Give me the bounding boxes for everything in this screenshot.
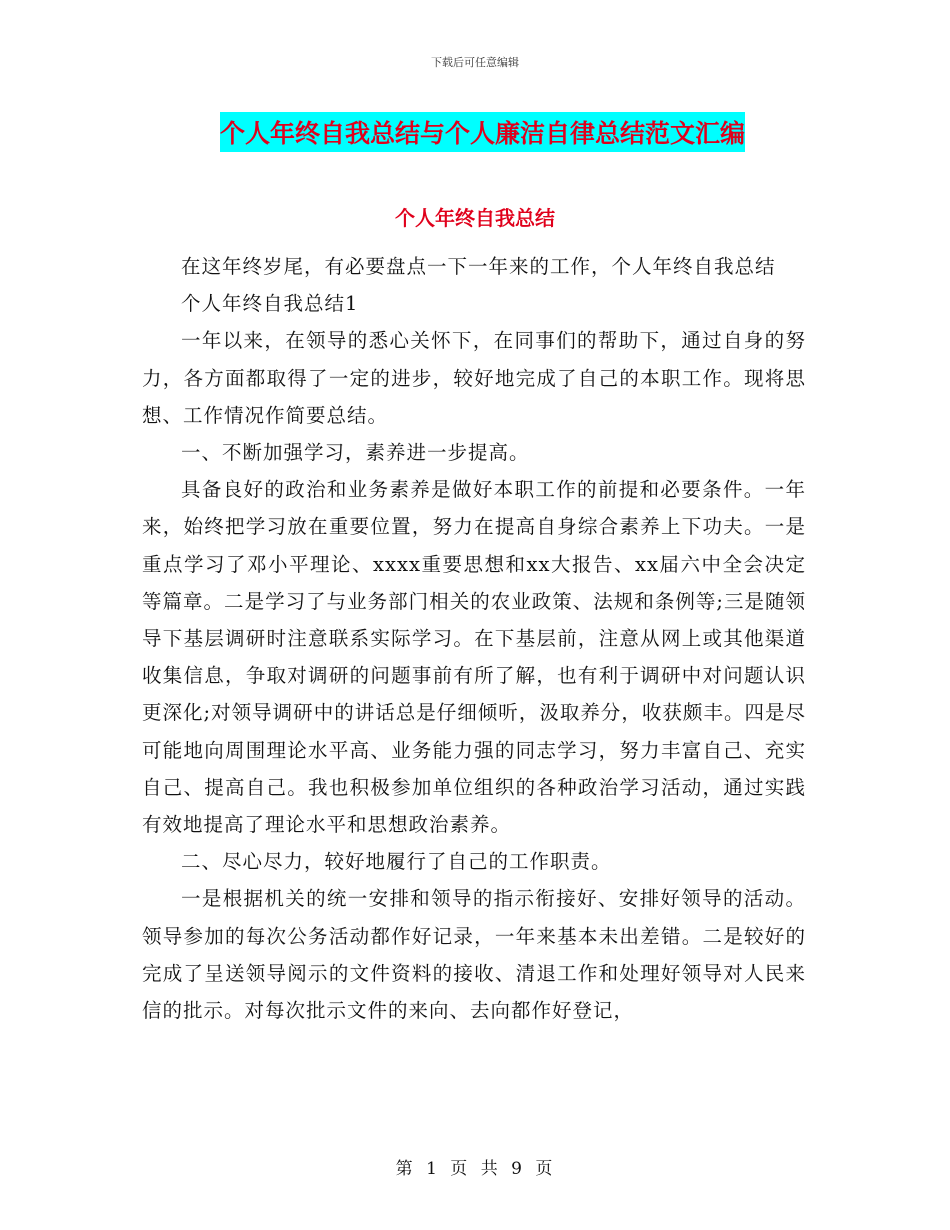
paragraph-duties: 一是根据机关的统一安排和领导的指示衔接好、安排好领导的活动。领导参加的每次公务活动都作好记录，一年来基本未出差错。二是较好的完成了呈送领导阅示的文件资料的接收、清退工作和处理好领导对人民来信的批示。对每次批示文件的来向、去向都作好登记， bbox=[142, 887, 806, 1023]
paragraph-subtitle: 个人年终自我总结1 bbox=[181, 292, 359, 316]
footer-prefix: 第 bbox=[395, 1159, 415, 1179]
footer-total-unit: 页 bbox=[535, 1159, 555, 1179]
section-title: 个人年终自我总结 bbox=[395, 206, 555, 230]
document-body bbox=[142, 248, 806, 1029]
main-title-container bbox=[220, 112, 780, 152]
footer-page-unit: 页 bbox=[450, 1159, 470, 1179]
paragraph-intro: 在这年终岁尾，有必要盘点一下一年来的工作，个人年终自我总结 bbox=[181, 255, 776, 278]
page-footer bbox=[0, 1154, 950, 1179]
footer-current-page: 1 bbox=[426, 1159, 439, 1179]
footer-total-prefix: 共 bbox=[480, 1159, 500, 1179]
main-title: 个人年终自我总结与个人廉洁自律总结范文汇编 bbox=[220, 112, 745, 152]
footer-total-pages: 9 bbox=[511, 1159, 524, 1179]
header-note: 下载后可任意编辑 bbox=[431, 56, 519, 69]
paragraph-heading-2: 二、尽心尽力，较好地履行了自己的工作职责。 bbox=[181, 850, 612, 874]
paragraph-opening: 一年以来，在领导的悉心关怀下，在同事们的帮助下，通过自身的努力，各方面都取得了一定的进步，较好地完成了自己的本职工作。现将思想、工作情况作简要总结。 bbox=[142, 329, 806, 427]
paragraph-heading-1: 一、不断加强学习，素养进一步提高。 bbox=[181, 441, 530, 465]
paragraph-study: 具备良好的政治和业务素养是做好本职工作的前提和必要条件。一年来，始终把学习放在重要位置，努力在提高自身综合素养上下功夫。一是重点学习了邓小平理论、xxxx重要思想和xx大报告、xx届六中全会决定等篇章。二是学习了与业务部门相关的农业政策、法规和条例等;三是随领导下基层调研时注意联系实际学习。在下基层前，注意从网上或其他渠道收集信息，争取对调研的问题事前有所了解，也有利于调研中对问题认识更深化;对领导调研中的讲话总是仔细倾听，汲取养分，收获颇丰。四是尽可能地向周围理论水平高、业务能力强的同志学习，努力丰富自己、充实自己、提高自己。我也积极参加单位组织的各种政治学习活动，通过实践有效地提高了理论水平和思想政治素养。 bbox=[142, 478, 806, 837]
